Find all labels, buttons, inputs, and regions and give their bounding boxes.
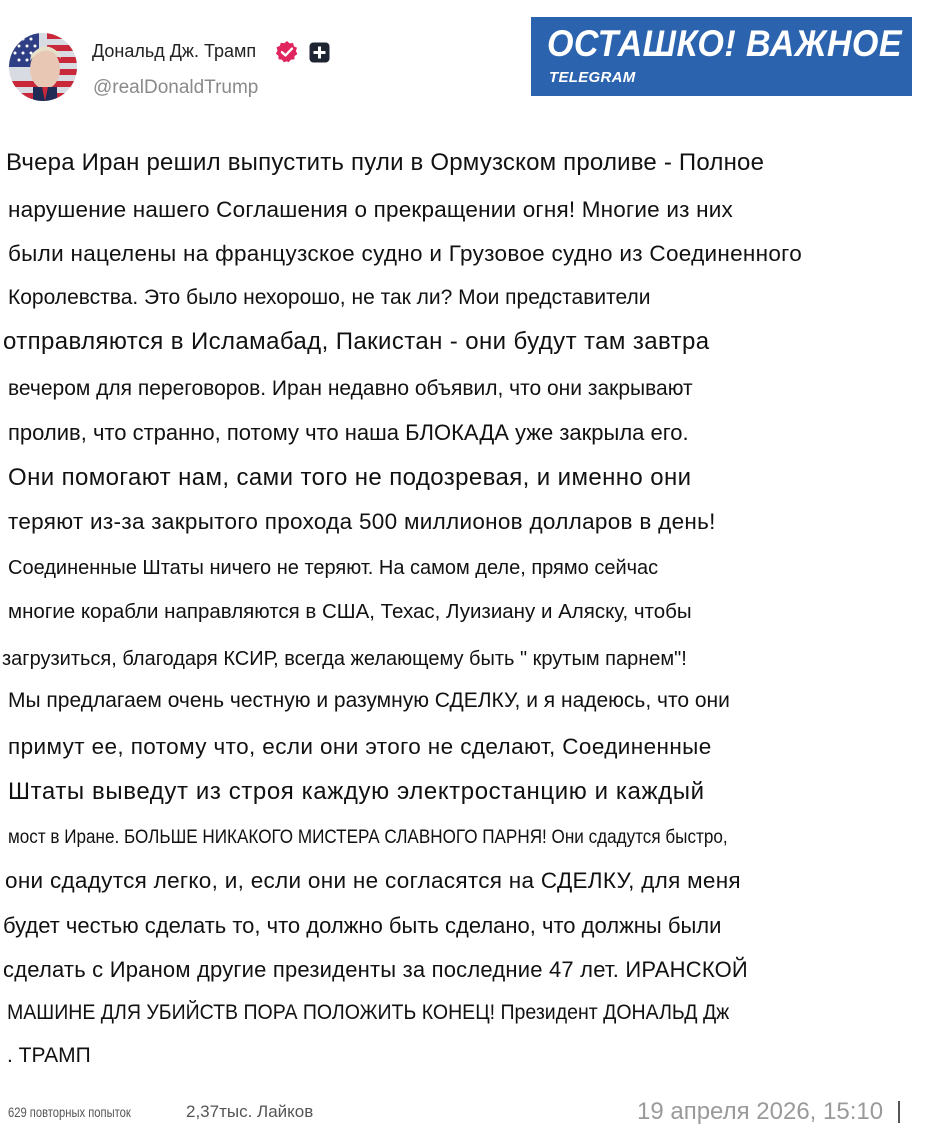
- channel-logo-title: ОСТАШКО! ВАЖНОЕ: [547, 23, 903, 64]
- like-count[interactable]: 2,37тыс. Лайков: [186, 1102, 314, 1121]
- post-line: будет честью сделать то, что должно быть сделано, что должны были: [3, 913, 722, 938]
- author-handle[interactable]: @realDonaldTrump: [93, 77, 259, 98]
- post-header: [0, 0, 928, 110]
- avatar[interactable]: [9, 33, 77, 101]
- post-line: пролив, что странно, потому что наша БЛОКАДА уже закрыла его.: [8, 420, 689, 445]
- post-timestamp: 19 апреля 2026, 15:10: [637, 1098, 884, 1125]
- author-name[interactable]: Дональд Дж. Трамп: [92, 41, 257, 61]
- post-line: Вчера Иран решил выпустить пули в Ормузском проливе - Полное: [6, 149, 765, 176]
- post-line: загрузиться, благодаря КСИР, всегда желающему быть " крутым парнем"!: [2, 648, 687, 670]
- repost-count[interactable]: 629 повторных попыток: [8, 1104, 131, 1120]
- avatar-image: [9, 33, 77, 101]
- post-line: МАШИНЕ ДЛЯ УБИЙСТВ ПОРА ПОЛОЖИТЬ КОНЕЦ! Президент ДОНАЛЬД Дж: [7, 1001, 730, 1024]
- channel-logo: [531, 17, 912, 96]
- post-line: были нацелены на французское судно и Грузовое судно из Соединенного: [8, 241, 803, 266]
- post-line: вечером для переговоров. Иран недавно объявил, что они закрывают: [8, 377, 693, 400]
- post-line: сделать с Ираном другие президенты за последние 47 лет. ИРАНСКОЙ: [3, 957, 748, 982]
- post-line: теряют из-за закрытого прохода 500 миллионов долларов в день!: [8, 509, 716, 534]
- post-line: отправляются в Исламабад, Пакистан - они будут там завтра: [3, 328, 710, 355]
- text-cursor: [898, 1101, 900, 1123]
- channel-logo-subtitle: TELEGRAM: [549, 69, 636, 86]
- post-line: они сдадутся легко, и, если они не согласятся на СДЕЛКУ, для меня: [5, 868, 741, 893]
- post-line: Штаты выведут из строя каждую электростанцию и каждый: [8, 778, 705, 805]
- post-line: Они помогают нам, сами того не подозревая, и именно они: [8, 464, 692, 491]
- post-line: Мы предлагаем очень честную и разумную СДЕЛКУ, и я надеюсь, что они: [8, 689, 730, 712]
- plus-square-icon[interactable]: [309, 42, 330, 63]
- post-line: многие корабли направляются в США, Техас, Луизиану и Аляску, чтобы: [8, 600, 692, 623]
- verified-badge-icon: [275, 40, 299, 64]
- post-line: Королевства. Это было нехорошо, не так ли? Мои представители: [8, 286, 651, 309]
- post-line: . ТРАМП: [7, 1044, 91, 1067]
- post-line: примут ее, потому что, если они этого не сделают, Соединенные: [8, 734, 712, 759]
- post-line: мост в Иране. БОЛЬШЕ НИКАКОГО МИСТЕРА СЛАВНОГО ПАРНЯ! Они сдадутся быстро,: [8, 827, 728, 848]
- post-line: нарушение нашего Соглашения о прекращении огня! Многие из них: [8, 197, 733, 222]
- post-line: Соединенные Штаты ничего не теряют. На самом деле, прямо сейчас: [8, 557, 659, 579]
